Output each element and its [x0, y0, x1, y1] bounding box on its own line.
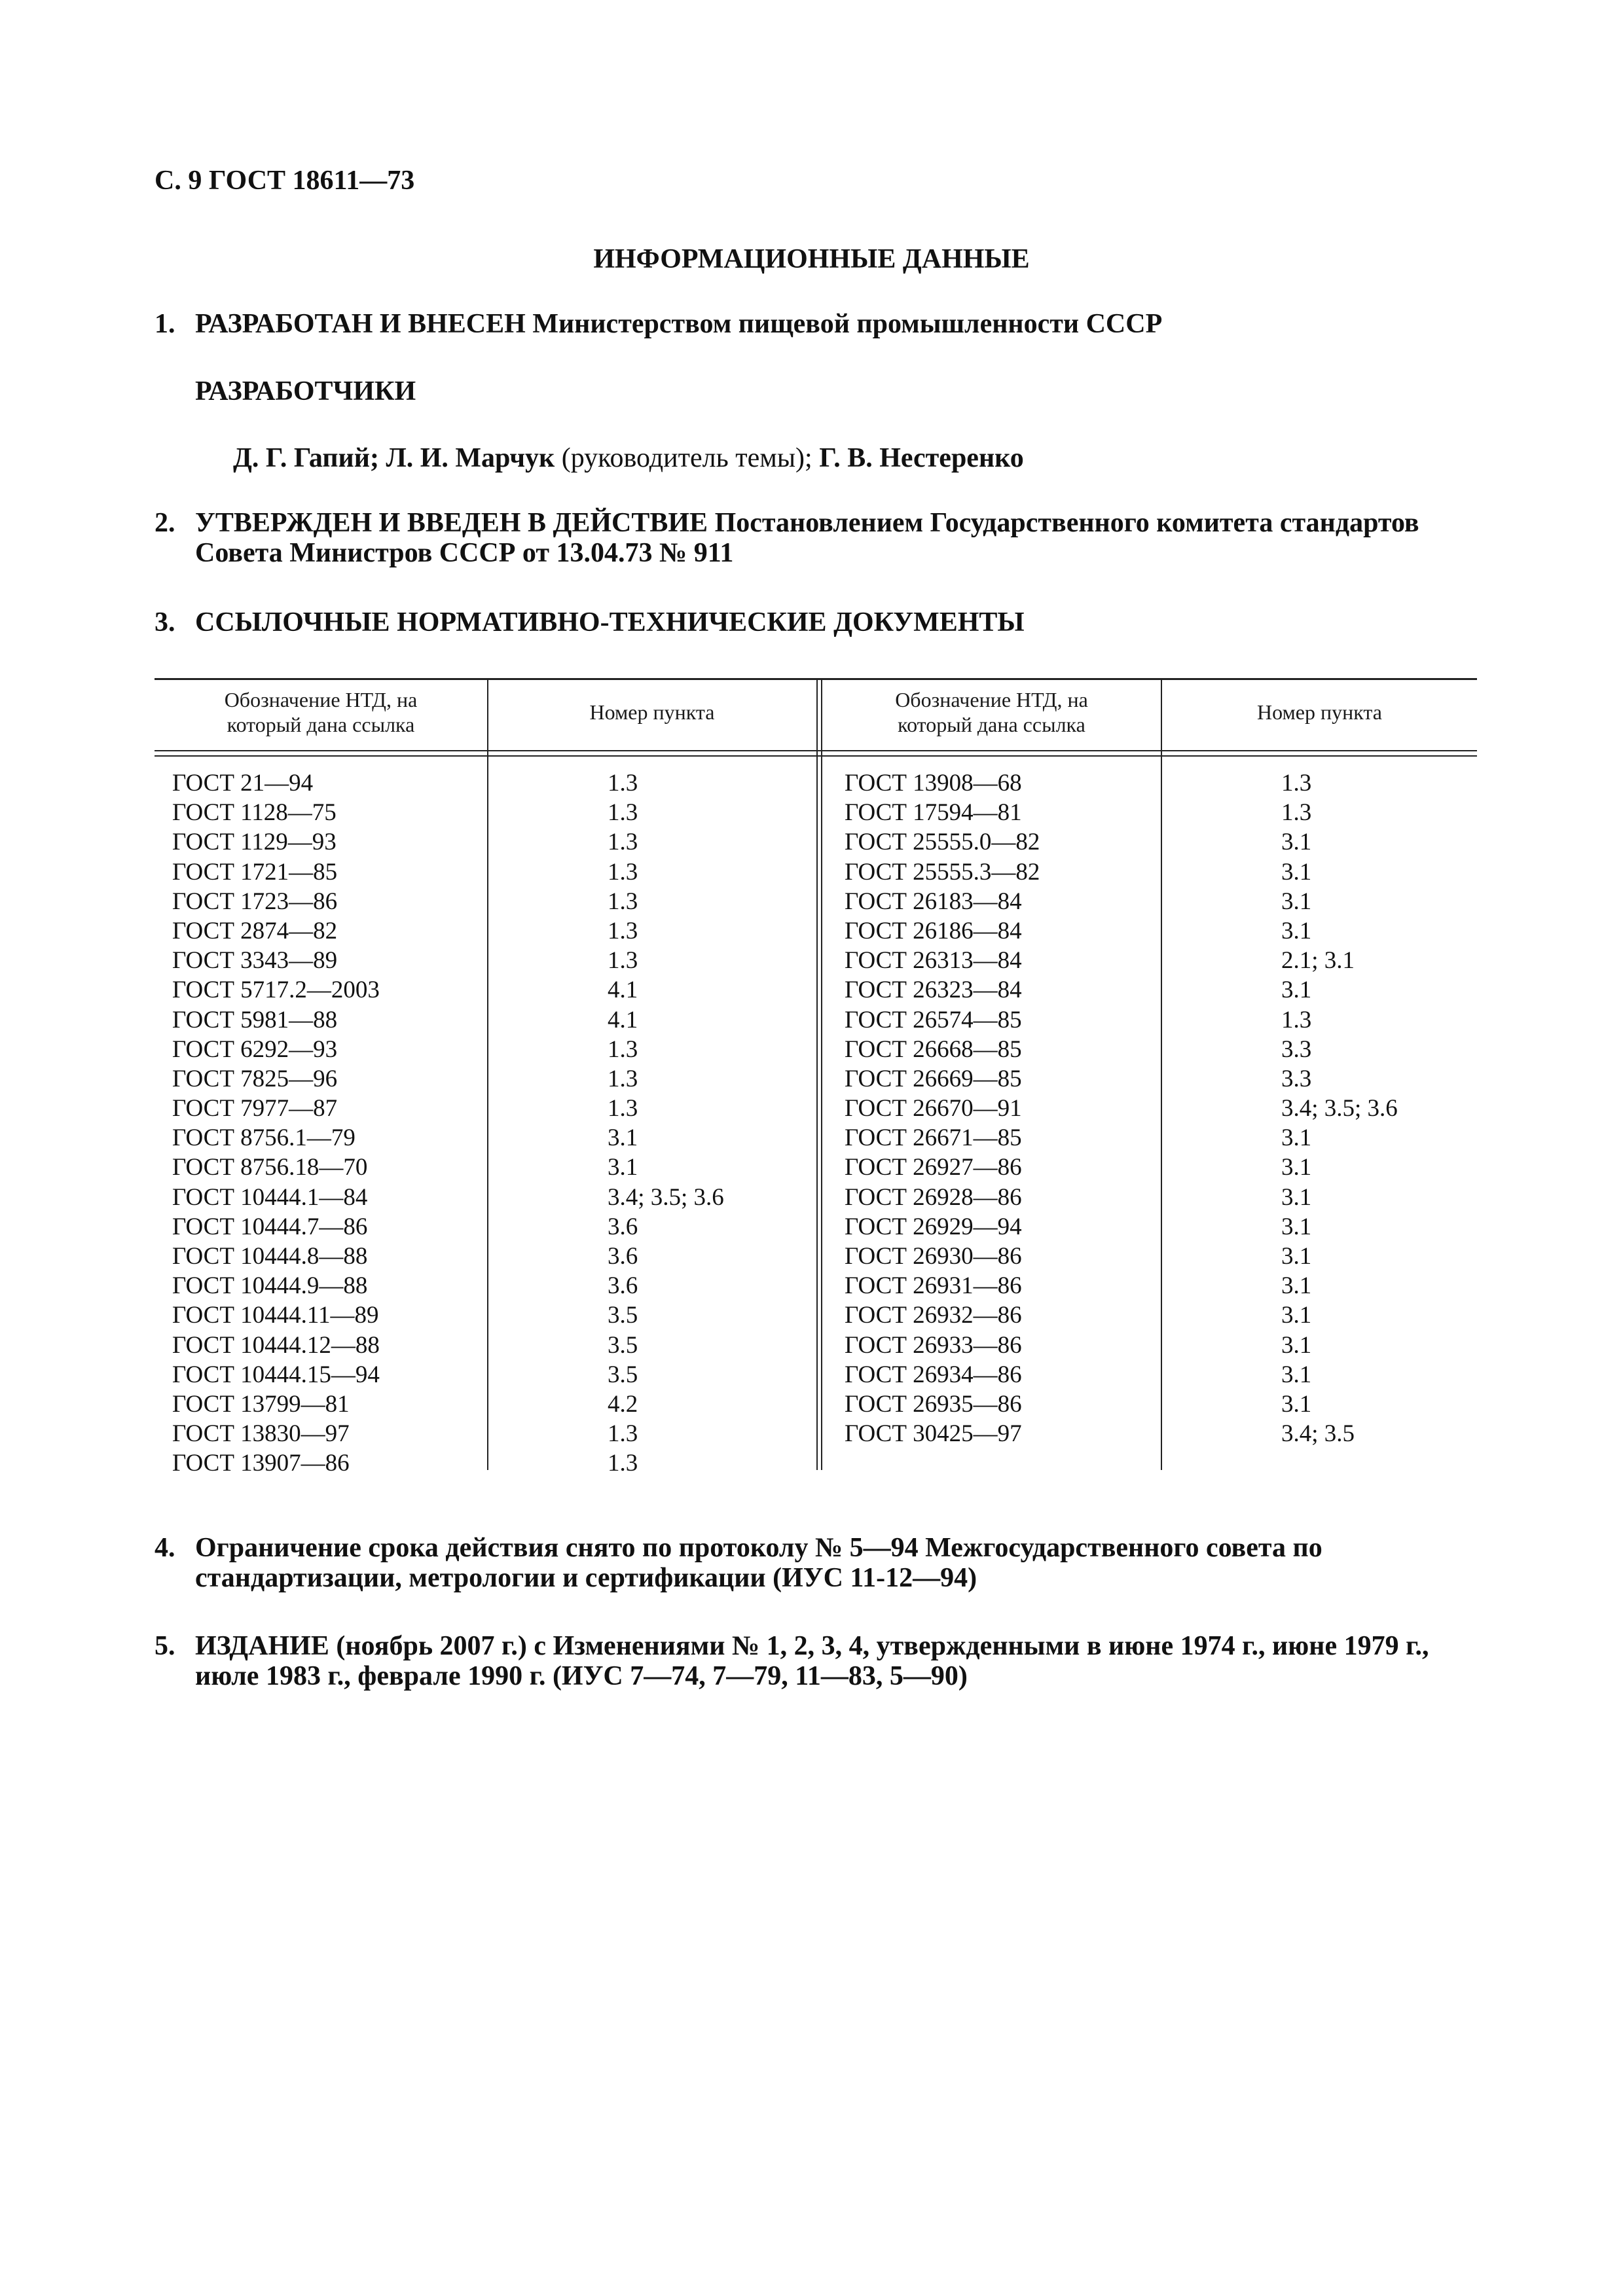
table-cell-doc: ГОСТ 21—94: [172, 770, 314, 797]
table-cell-doc: ГОСТ 26574—85: [845, 1006, 1022, 1033]
table-cell-doc: ГОСТ 8756.18—70: [172, 1154, 368, 1181]
table-divider-1: [487, 678, 488, 1470]
table-cell-clause: 3.4; 3.5; 3.6: [1281, 1095, 1398, 1122]
table-cell-doc: ГОСТ 2874—82: [172, 917, 338, 944]
table-cell-doc: ГОСТ 13908—68: [845, 770, 1022, 797]
table-cell-clause: 1.3: [1281, 799, 1312, 827]
item-4-text: Ограничение срока действия снято по протоколу № 5—94 Межгосударственного совета по стандартизации, метрологии и сертификации (ИУС 11-12—94): [195, 1533, 1322, 1593]
table-cell-clause: 1.3: [608, 799, 638, 827]
item-1-label: РАЗРАБОТАН И ВНЕСЕН: [195, 309, 526, 339]
table-divider-2a: [816, 678, 818, 1470]
table-cell-clause: 4.2: [608, 1390, 638, 1418]
table-cell-doc: ГОСТ 17594—81: [845, 799, 1022, 827]
header-doc-line1: Обозначение НТД, на: [224, 688, 418, 711]
table-cell-clause: 3.1: [1281, 917, 1312, 944]
table-cell-doc: ГОСТ 1129—93: [172, 829, 337, 856]
table-cell-clause: 2.1; 3.1: [1281, 947, 1355, 975]
table-cell-clause: 1.3: [1281, 1006, 1312, 1033]
table-cell-clause: 1.3: [608, 947, 638, 975]
table-cell-clause: 1.3: [608, 917, 638, 944]
table-cell-doc: ГОСТ 26930—86: [845, 1243, 1022, 1270]
table-divider-3: [1161, 678, 1162, 1470]
table-cell-clause: 4.1: [608, 1006, 638, 1033]
table-cell-doc: ГОСТ 1721—85: [172, 858, 338, 886]
item-1-text: Министерством пищевой промышленности СССР: [532, 309, 1163, 339]
table-cell-clause: 1.3: [608, 1035, 638, 1063]
table-header-rule-2: [155, 755, 1477, 757]
table-cell-clause: 3.1: [1281, 1361, 1312, 1388]
table-cell-doc: ГОСТ 8756.1—79: [172, 1124, 356, 1152]
developer-names: Д. Г. Гапий; Л. И. Марчук: [233, 443, 555, 473]
table-cell-clause: 3.4; 3.5; 3.6: [608, 1183, 724, 1211]
header-clause-left: Номер пункта: [589, 700, 715, 724]
references-table: [155, 678, 1477, 1490]
table-cell-clause: 1.3: [608, 858, 638, 886]
item-4-number: 4.: [155, 1533, 175, 1563]
table-cell-clause: 1.3: [608, 1420, 638, 1448]
table-cell-doc: ГОСТ 10444.1—84: [172, 1183, 368, 1211]
table-cell-doc: ГОСТ 7825—96: [172, 1065, 338, 1092]
table-cell-doc: ГОСТ 5981—88: [172, 1006, 338, 1033]
right-doc-column: [845, 768, 1040, 1448]
table-cell-clause: 3.1: [608, 1154, 638, 1181]
left-clause-column: [608, 768, 724, 1479]
table-cell-doc: ГОСТ 26927—86: [845, 1154, 1022, 1181]
table-cell-doc: ГОСТ 10444.9—88: [172, 1272, 368, 1300]
table-cell-clause: 1.3: [608, 1065, 638, 1092]
item-2-text: Постановлением Государственного комитета стандартов Совета Министров СССР от 13.04.73 № 911: [195, 508, 1419, 568]
table-cell-clause: 4.1: [608, 977, 638, 1004]
developer-name-2: Г. В. Нестеренко: [819, 443, 1024, 473]
table-cell-doc: ГОСТ 26183—84: [845, 888, 1022, 915]
table-cell-clause: 3.3: [1281, 1035, 1312, 1063]
table-header-rule-1: [155, 750, 1477, 751]
header-doc-left: [155, 687, 487, 737]
table-cell-clause: 1.3: [608, 1450, 638, 1477]
table-cell-clause: 3.1: [1281, 977, 1312, 1004]
developer-role: (руководитель темы);: [561, 443, 812, 473]
table-cell-doc: ГОСТ 5717.2—2003: [172, 977, 380, 1004]
table-cell-doc: ГОСТ 26934—86: [845, 1361, 1022, 1388]
left-doc-column: [172, 768, 380, 1479]
header-doc-right: [822, 687, 1161, 737]
table-cell-clause: 3.6: [608, 1272, 638, 1300]
table-cell-clause: 3.1: [1281, 1243, 1312, 1270]
table-cell-clause: 1.3: [1281, 770, 1312, 797]
table-cell-clause: 1.3: [608, 829, 638, 856]
table-cell-clause: 3.1: [1281, 1213, 1312, 1240]
item-3: [155, 607, 1477, 637]
item-5-number: 5.: [155, 1631, 175, 1661]
table-cell-doc: ГОСТ 26313—84: [845, 947, 1022, 975]
table-cell-clause: 3.1: [1281, 1331, 1312, 1359]
table-cell-clause: 3.4; 3.5: [1281, 1420, 1355, 1448]
table-cell-clause: 3.5: [608, 1331, 638, 1359]
table-cell-clause: 3.1: [1281, 1302, 1312, 1329]
table-cell-doc: ГОСТ 26928—86: [845, 1183, 1022, 1211]
table-cell-doc: ГОСТ 26668—85: [845, 1035, 1022, 1063]
table-cell-clause: 3.1: [1281, 858, 1312, 886]
developers-list: [233, 442, 1024, 474]
item-3-number: 3.: [155, 607, 175, 637]
table-cell-doc: ГОСТ 6292—93: [172, 1035, 338, 1063]
item-5-text: ИЗДАНИЕ (ноябрь 2007 г.) с Изменениями № 1, 2, 3, 4, утвержденными в июне 1974 г., июне 1979 г., июле 1983 г., феврале 1990 г. (ИУС 7—74, 7—79, 11—83, 5—90): [195, 1631, 1429, 1691]
table-divider-2b: [821, 678, 822, 1470]
table-cell-doc: ГОСТ 10444.15—94: [172, 1361, 380, 1388]
item-5: [155, 1631, 1477, 1691]
item-4: [155, 1533, 1477, 1593]
table-cell-clause: 1.3: [608, 770, 638, 797]
table-cell-doc: ГОСТ 30425—97: [845, 1420, 1022, 1448]
item-1-number: 1.: [155, 309, 175, 339]
table-cell-clause: 3.3: [1281, 1065, 1312, 1092]
table-cell-clause: 3.1: [1281, 829, 1312, 856]
table-cell-doc: ГОСТ 26931—86: [845, 1272, 1022, 1300]
table-cell-clause: 3.1: [1281, 1272, 1312, 1300]
header-doc-line2: который дана ссылка: [898, 713, 1085, 736]
page-title: ИНФОРМАЦИОННЫЕ ДАННЫЕ: [593, 244, 1030, 274]
right-clause-column: [1281, 768, 1398, 1448]
table-cell-doc: ГОСТ 26186—84: [845, 917, 1022, 944]
table-cell-clause: 1.3: [608, 888, 638, 915]
table-cell-doc: ГОСТ 26932—86: [845, 1302, 1022, 1329]
table-cell-doc: ГОСТ 13830—97: [172, 1420, 350, 1448]
item-1: [155, 309, 1477, 339]
header-doc-line1: Обозначение НТД, на: [895, 688, 1088, 711]
header-clause-right: Номер пункта: [1257, 700, 1382, 724]
table-cell-doc: ГОСТ 3343—89: [172, 947, 338, 975]
table-cell-doc: ГОСТ 10444.7—86: [172, 1213, 368, 1240]
table-cell-doc: ГОСТ 25555.3—82: [845, 858, 1040, 886]
table-cell-doc: ГОСТ 25555.0—82: [845, 829, 1040, 856]
table-cell-clause: 3.5: [608, 1361, 638, 1388]
table-cell-clause: 3.1: [1281, 1183, 1312, 1211]
table-cell-doc: ГОСТ 26669—85: [845, 1065, 1022, 1092]
item-2-label: УТВЕРЖДЕН И ВВЕДЕН В ДЕЙСТВИЕ: [195, 508, 708, 538]
table-cell-clause: 3.1: [1281, 888, 1312, 915]
table-cell-doc: ГОСТ 26929—94: [845, 1213, 1022, 1240]
table-cell-doc: ГОСТ 10444.8—88: [172, 1243, 368, 1270]
table-cell-clause: 3.1: [1281, 1154, 1312, 1181]
table-cell-doc: ГОСТ 7977—87: [172, 1095, 338, 1122]
item-3-text: ССЫЛОЧНЫЕ НОРМАТИВНО-ТЕХНИЧЕСКИЕ ДОКУМЕНТЫ: [195, 607, 1025, 637]
table-cell-doc: ГОСТ 26671—85: [845, 1124, 1022, 1152]
table-cell-clause: 3.6: [608, 1213, 638, 1240]
item-2: [155, 508, 1477, 568]
table-cell-doc: ГОСТ 1723—86: [172, 888, 338, 915]
table-cell-doc: ГОСТ 26670—91: [845, 1095, 1022, 1122]
table-cell-clause: 3.1: [608, 1124, 638, 1152]
table-cell-doc: ГОСТ 10444.12—88: [172, 1331, 380, 1359]
table-cell-doc: ГОСТ 26323—84: [845, 977, 1022, 1004]
page-header: С. 9 ГОСТ 18611—73: [155, 166, 415, 196]
table-cell-doc: ГОСТ 13907—86: [172, 1450, 350, 1477]
table-cell-doc: ГОСТ 1128—75: [172, 799, 337, 827]
table-cell-doc: ГОСТ 26935—86: [845, 1390, 1022, 1418]
table-top-rule: [155, 678, 1477, 680]
item-2-number: 2.: [155, 508, 175, 538]
table-cell-clause: 3.1: [1281, 1390, 1312, 1418]
table-cell-doc: ГОСТ 10444.11—89: [172, 1302, 379, 1329]
developers-heading: РАЗРАБОТЧИКИ: [195, 376, 416, 406]
header-doc-line2: который дана ссылка: [227, 713, 415, 736]
table-cell-doc: ГОСТ 13799—81: [172, 1390, 350, 1418]
table-cell-doc: ГОСТ 26933—86: [845, 1331, 1022, 1359]
table-cell-clause: 3.1: [1281, 1124, 1312, 1152]
table-cell-clause: 3.6: [608, 1243, 638, 1270]
table-cell-clause: 1.3: [608, 1095, 638, 1122]
table-cell-clause: 3.5: [608, 1302, 638, 1329]
